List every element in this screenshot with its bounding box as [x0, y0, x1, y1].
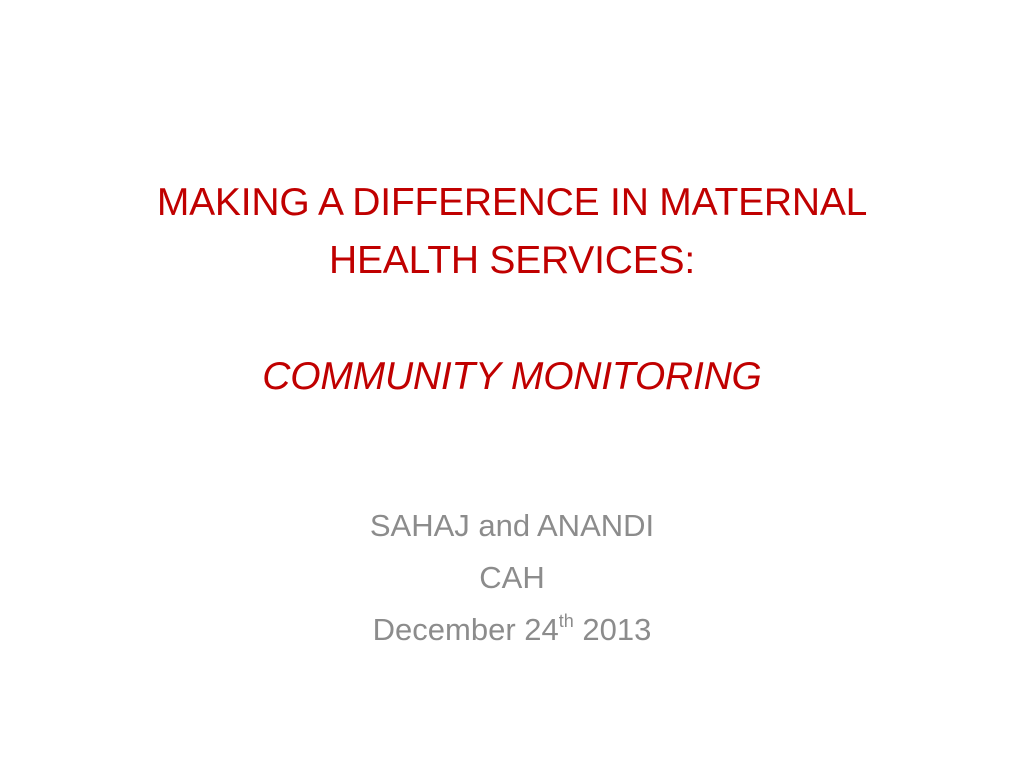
slide-subtitle: [80, 500, 944, 656]
slide-title: [80, 174, 944, 406]
title-line-2: HEALTH SERVICES:: [329, 239, 695, 282]
title-spacer: [80, 290, 944, 348]
subtitle-cah: CAH: [479, 560, 545, 595]
date-suffix: 2013: [573, 612, 652, 647]
title-emphasis: COMMUNITY MONITORING: [262, 355, 762, 398]
date-superscript: th: [558, 610, 574, 631]
subtitle-organizations: SAHAJ and ANANDI: [369, 508, 655, 543]
date-prefix: December 24: [372, 612, 559, 647]
title-line-1: MAKING A DIFFERENCE IN MATERNAL: [156, 181, 868, 224]
subtitle-date: [80, 604, 944, 656]
